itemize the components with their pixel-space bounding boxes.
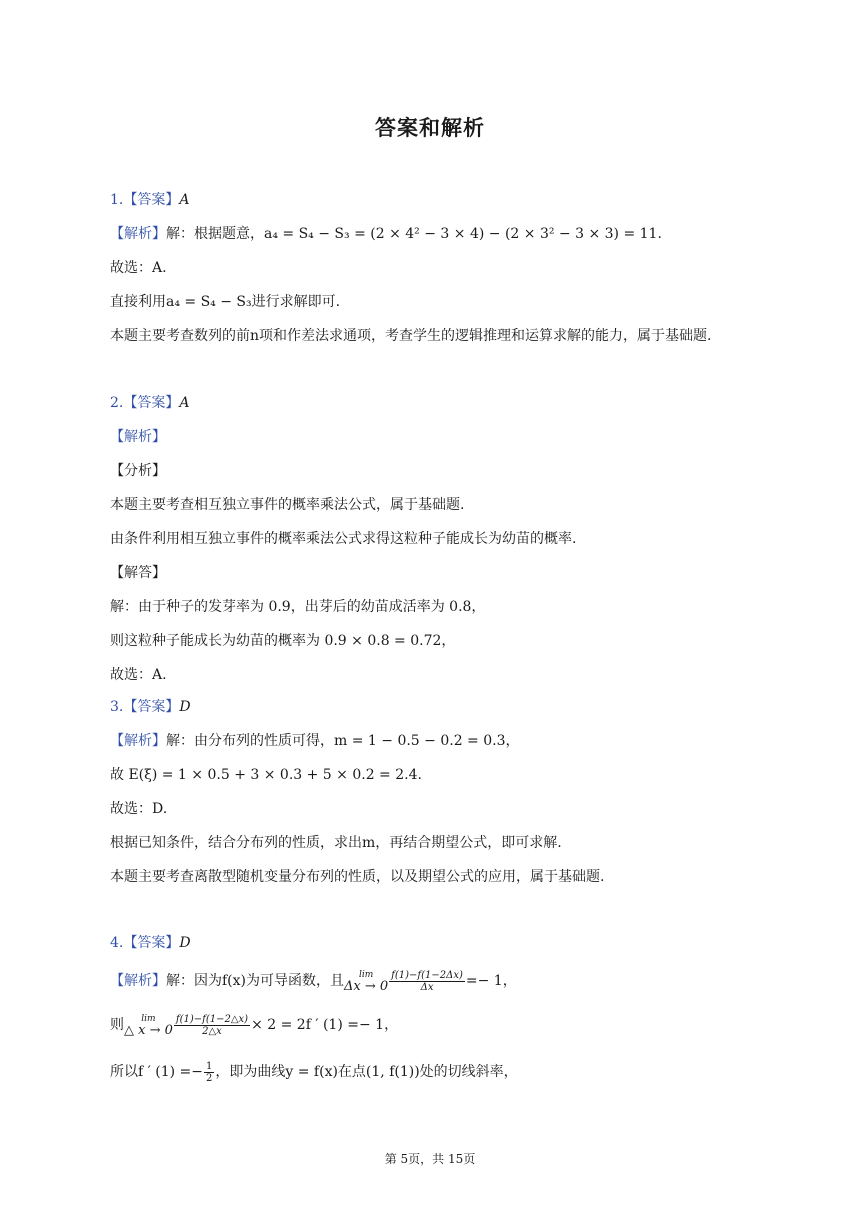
q3-answer-label: 3.【答案】 [110, 699, 180, 715]
q2-fenxi-1: 本题主要考查相互独立事件的概率乘法公式，属于基础题. [110, 497, 465, 513]
q4-l2-den: 2△x [202, 1025, 222, 1037]
q4-l1-suffix: =− 1， [465, 973, 517, 989]
q4-answer-label: 4.【答案】 [110, 935, 180, 951]
q4-line-1 [110, 966, 517, 996]
q1-direct: 直接利用a₄ = S₄ − S₃进行求解即可. [110, 294, 341, 310]
q3-line-2: 故 E(ξ) = 1 × 0.5 + 3 × 0.3 + 5 × 0.2 = 2.4. [110, 767, 422, 783]
q2-analysis-label: 【解析】 [110, 429, 166, 445]
q1-formula: a₄ = S₄ − S₃ = (2 × 4² − 3 × 4) − (2 × 3² − 3 × 3) = 11. [264, 226, 662, 242]
q4-l1-fraction [389, 970, 465, 993]
q4-l2-limit [124, 1014, 173, 1036]
q1-answer-label: 1.【答案】 [110, 192, 180, 208]
q2-choose: 故选：A. [110, 667, 167, 683]
q2-jieda-1: 解：由于种子的发芽率为 0.9，出芽后的幼苗成活率为 0.8， [110, 599, 486, 615]
q4-l1-lim-word: lim [358, 970, 374, 980]
q4-l3-fraction [204, 1061, 214, 1084]
q2-fenxi-2: 由条件利用相互独立事件的概率乘法公式求得这粒种子能成长为幼苗的概率. [110, 531, 577, 547]
q4-line-3 [110, 1057, 518, 1087]
q4-l2-lim-word: lim [141, 1014, 156, 1024]
q3-line-3: 根据已知条件，结合分布列的性质，求出m，再结合期望公式，即可求解. [110, 835, 562, 851]
q4-l3-num: 1 [206, 1060, 213, 1072]
q2-fenxi-label: 【分析】 [110, 463, 166, 479]
q4-l3-suffix: ，即为曲线y = f(x)在点(1, f(1))处的切线斜率， [215, 1064, 518, 1080]
q4-l1-num: f(1)−f(1−2Δx) [391, 969, 463, 981]
q4-l2-suffix: × 2 = 2f ′ (1) =− 1， [251, 1017, 399, 1033]
q4-l3-prefix: 所以f ′ (1) =− [110, 1064, 204, 1080]
q4-line-2 [110, 1010, 398, 1040]
q1-solve-prefix: 解：根据题意， [166, 226, 264, 242]
q2-answer-label: 2.【答案】 [110, 395, 180, 411]
q2-answer-line [110, 393, 189, 413]
q4-l1-lim-var: Δx → 0 [344, 979, 389, 994]
q4-answer-line [110, 933, 191, 953]
q3-choose: 故选：D. [110, 801, 168, 817]
q1-answer-line [110, 190, 189, 210]
q3-answer: D [179, 699, 191, 715]
q1-answer: A [179, 192, 190, 208]
q4-analysis-label: 【解析】 [110, 973, 166, 989]
page-footer: 第 5页，共 15页 [384, 1152, 476, 1166]
q4-l2-fraction [174, 1014, 250, 1037]
q4-l1-limit [344, 970, 388, 992]
page-title: 答案和解析 [375, 116, 485, 140]
q3-line-1: 解：由分布列的性质可得，m = 1 − 0.5 − 0.2 = 0.3， [166, 733, 520, 749]
q3-analysis-label: 【解析】 [110, 733, 166, 749]
q3-summary: 本题主要考查离散型随机变量分布列的性质，以及期望公式的应用，属于基础题. [110, 869, 605, 885]
q2-answer: A [179, 395, 190, 411]
q4-l2-num: f(1)−f(1−2△x) [175, 1013, 249, 1025]
q4-l1-den: Δx [420, 981, 434, 993]
q4-answer: D [179, 935, 191, 951]
q4-l3-den: 2 [206, 1072, 213, 1084]
q4-l2-prefix: 则 [110, 1017, 124, 1033]
q3-answer-line [110, 697, 191, 717]
q1-analysis-label: 【解析】 [110, 226, 166, 242]
q4-l2-lim-var: △ x → 0 [124, 1023, 173, 1038]
q1-choose: 故选：A. [110, 260, 167, 276]
q2-jieda-2: 则这粒种子能成长为幼苗的概率为 0.9 × 0.8 = 0.72， [110, 633, 456, 649]
q2-jieda-label: 【解答】 [110, 565, 166, 581]
q3-analysis-line [110, 731, 520, 751]
q1-summary: 本题主要考查数列的前n项和作差法求通项，考查学生的逻辑推理和运算求解的能力，属于基础题. [110, 328, 712, 344]
q4-l1-prefix: 解：因为f(x)为可导函数，且 [166, 973, 345, 989]
q1-analysis-line [110, 224, 662, 244]
